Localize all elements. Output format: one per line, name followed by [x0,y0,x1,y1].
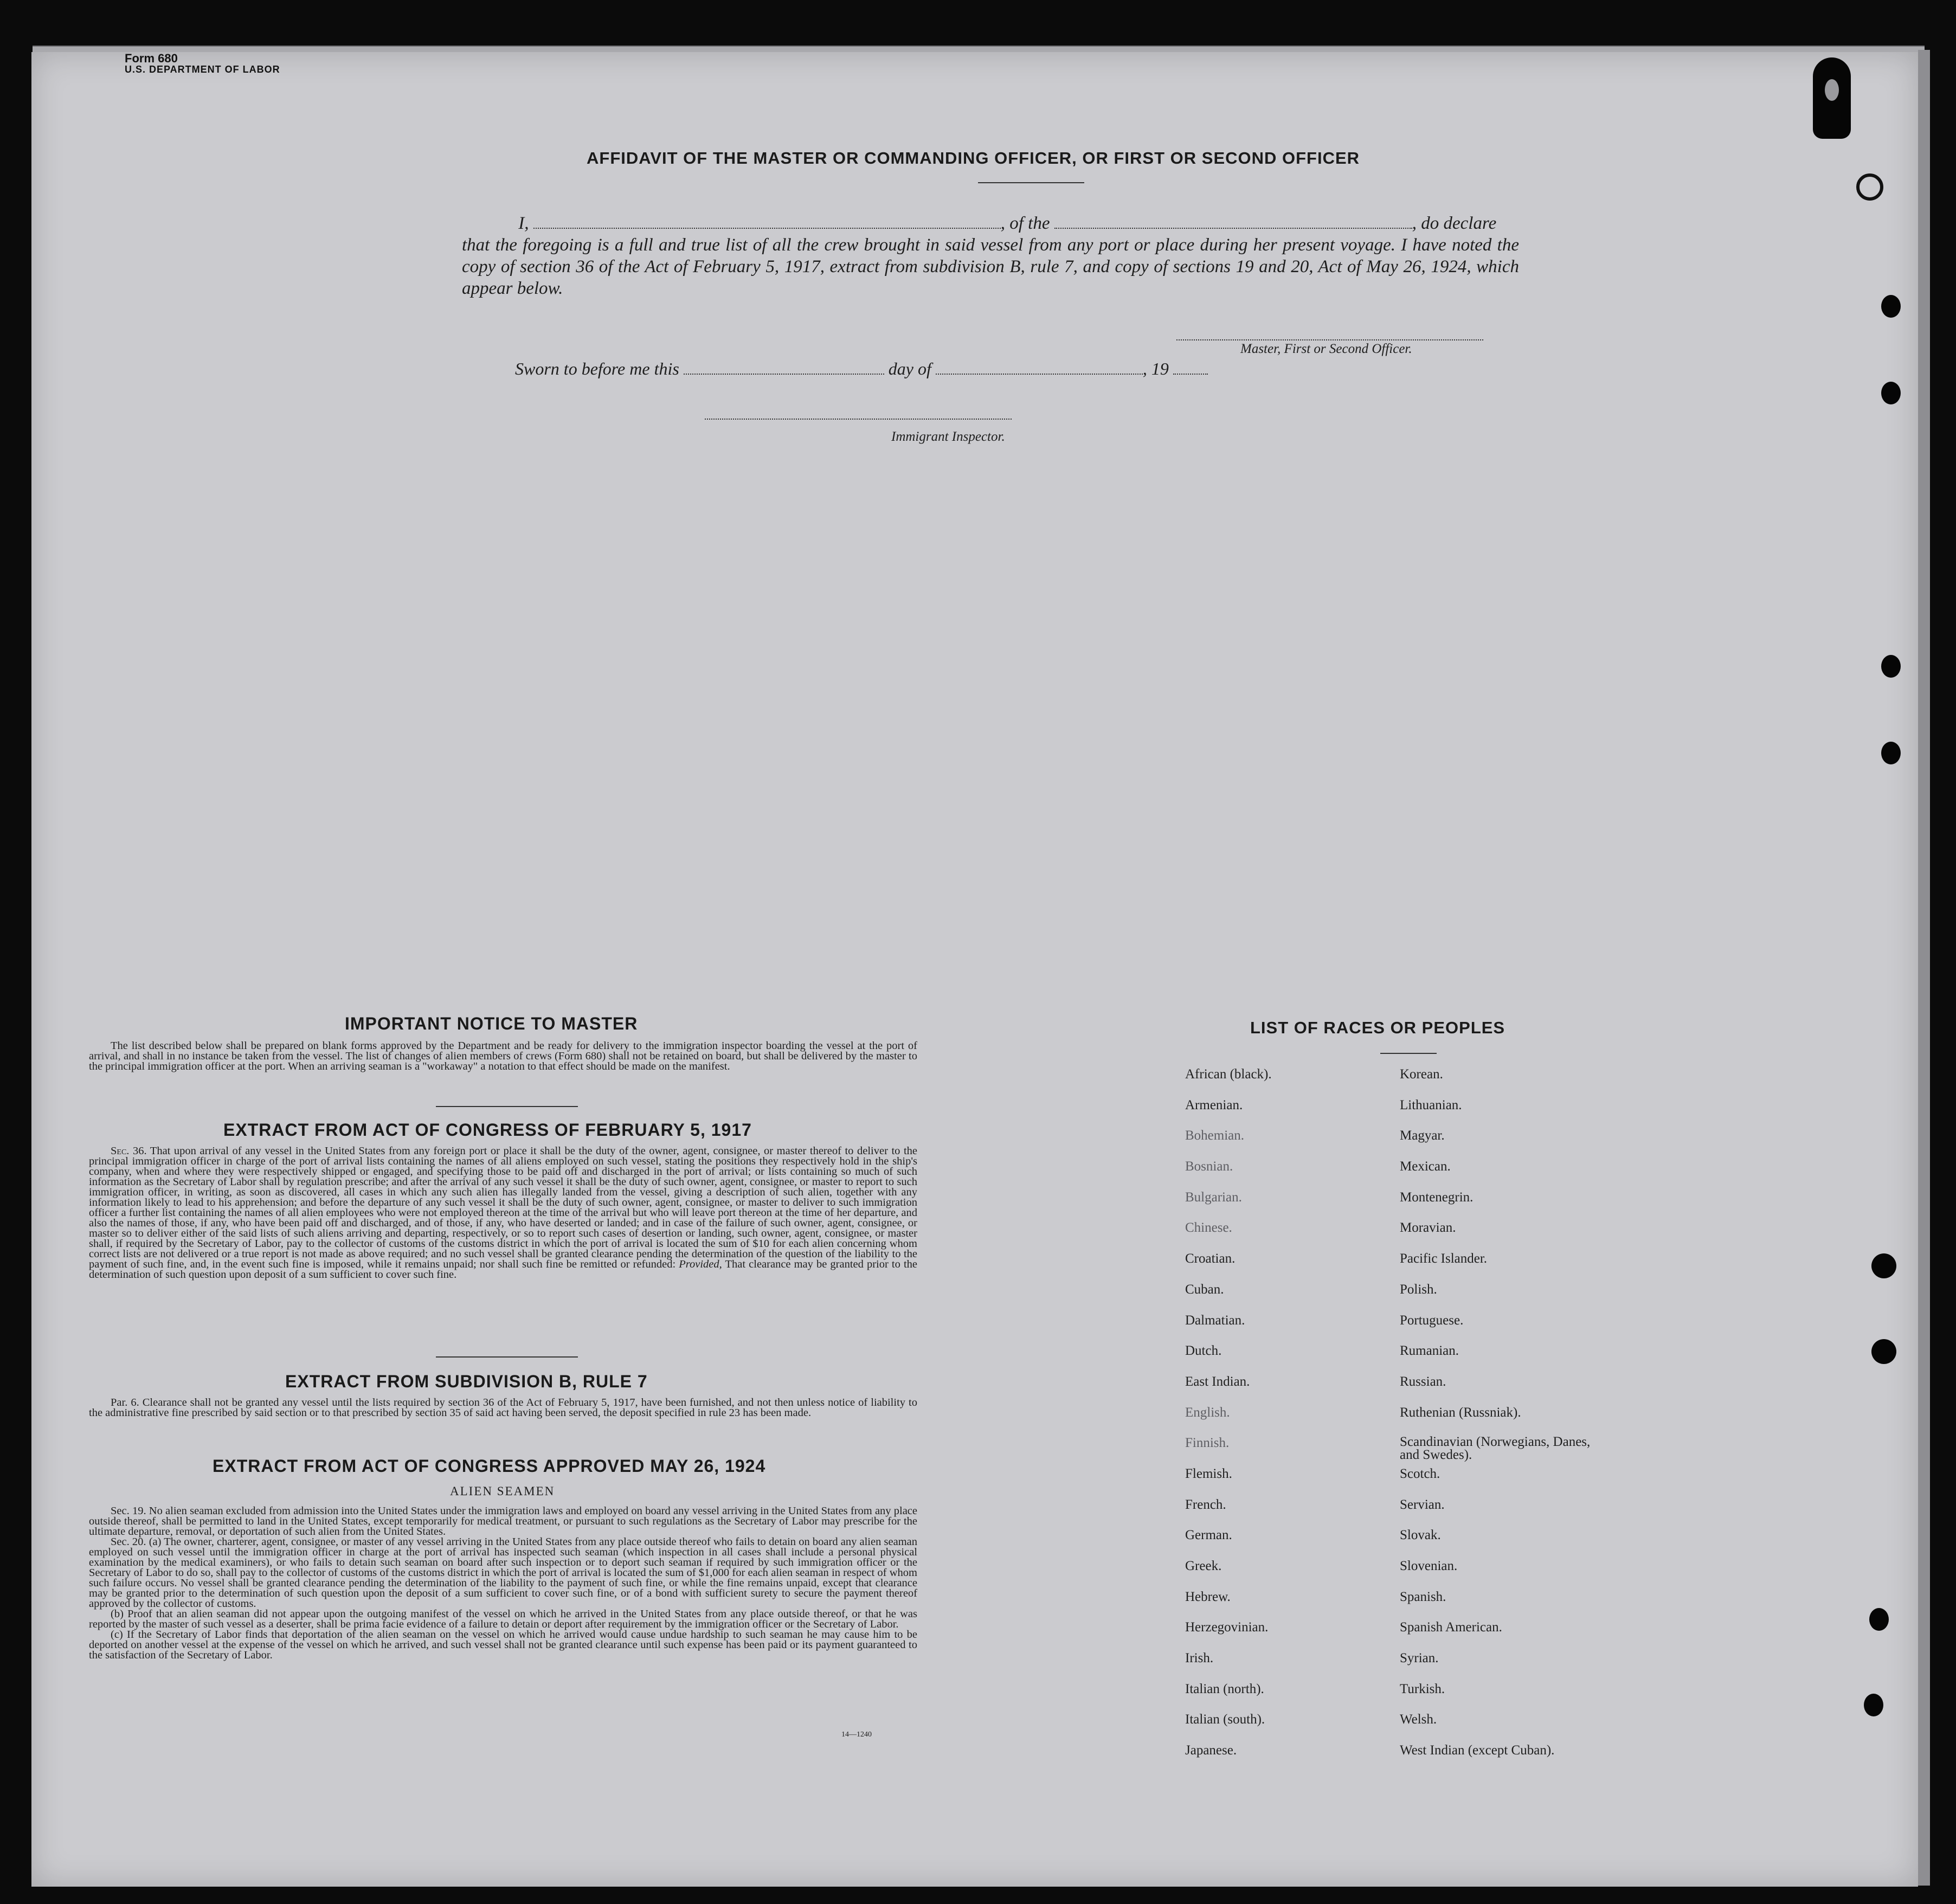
race-item: Spanish. [1400,1589,1446,1604]
punch-hole-icon [1881,742,1901,764]
race-item: Italian (south). [1185,1712,1265,1727]
extract-rule7-title: EXTRACT FROM SUBDIVISION B, RULE 7 [285,1372,648,1391]
print-code: 14—1240 [841,1731,872,1739]
notice-title: IMPORTANT NOTICE TO MASTER [345,1014,638,1033]
rule7-text: Par. 6. Clearance shall not be granted any vessel until the lists required by section 36 of the Act of February 5, 1917, have been furnished, and not then unless notice of liability to the administrative fine prescribed by said section or to that prescribed by section 35 of said act having been served, the deposit specified in rule 23 has been made. [89,1397,917,1419]
race-item: German. [1185,1528,1232,1543]
races-divider [1380,1053,1437,1054]
binder-ring-icon [1856,173,1883,201]
race-item: Chinese. [1185,1220,1232,1236]
sec36-text-b: That clearance may be granted prior to the determination of such question upon deposit of a sum sufficient to cover such fine. [89,1258,917,1281]
sec20b-text: (b) Proof that an alien seaman did not appear upon the outgoing manifest of the vessel on which he arrived in the United States from any place outside thereof, or that he was reported by the master of such vessel as a deserter, shall be prima facie evidence of a failure to detain or deport after requirement by the immigration officer or the Secretary of Labor. [89,1608,917,1630]
affidavit-do-declare: , do declare [1412,214,1497,233]
race-item: Irish. [1185,1651,1214,1666]
form-header [125,53,280,75]
race-item: French. [1185,1497,1226,1512]
section-label: Sec. 36. [111,1145,147,1157]
punch-hole-icon [1869,1608,1889,1631]
inspector-signature-line [705,419,1012,420]
races-title: LIST OF RACES OR PEOPLES [1250,1018,1505,1037]
punch-hole-icon [1881,295,1901,318]
affidavit-of-the: , of the [1000,214,1050,233]
race-item: Portuguese. [1400,1313,1464,1328]
race-item: Italian (north). [1185,1681,1264,1696]
sworn-day-of: day of [888,359,931,378]
race-item: English. [1185,1405,1230,1420]
inspector-signature-label: Immigrant Inspector. [891,429,1005,444]
department-name: U.S. DEPARTMENT OF LABOR [125,64,280,75]
section-divider [436,1356,578,1358]
sec20a-text: Sec. 20. (a) The owner, charterer, agent, consignee, or master of any vessel arriving in the United States from any place outside thereof who fails to detain on board any alien seaman employed on such vessel until the immigration officer in charge at the port of arrival has inspected such seaman (which inspection in all cases shall include a personal physical examination by the medical examiners), or who fails to detain such seaman on board after such inspection or to deport such seaman if required by such immigration officer or the Secretary of Labor to do so, shall pay to the collector of customs of the customs district in which the port of arrival is located the sum of $1,000 for each alien seaman in respect of whom such failure occurs. No vessel shall be granted clearance pending the determination of the liability to the payment of such fine, or while the fine remains unpaid, except that clearance may be granted prior to the determination of such question upon the deposit of a sum sufficient to cover such fine, or of a bond with sufficient surety to secure the payment thereof approved by the collector of customs. [89,1536,917,1610]
race-item: Welsh. [1400,1712,1437,1727]
title-divider [978,182,1084,183]
affidavit-title: AFFIDAVIT OF THE MASTER OR COMMANDING OFFICER, OR FIRST OR SECOND OFFICER [587,149,1360,168]
punch-hole-icon [1871,1339,1896,1364]
punch-hole-icon [1864,1694,1883,1716]
race-item: Scandinavian (Norwegians, Danes, and Swedes). [1400,1435,1591,1463]
form-number: Form 680 [125,52,178,65]
extract-1924-body [89,1506,917,1661]
section-divider [436,1106,578,1107]
race-item: Finnish. [1185,1436,1230,1451]
race-item: Spanish American. [1400,1620,1502,1635]
race-item: African (black). [1185,1067,1272,1082]
sec36-text-a: That upon arrival of any vessel in the United States from any foreign port or place it shall be the duty of the owner, agent, consignee, or master thereof to deliver to the principal immigration officer in charge of the port of arrival lists containing the names of all aliens employed on such vessel, stating the positions they respectively hold in the ship's company, when and where they were respectively shipped or engaged, and specifying those to be paid off and discharged in the port of arrival; or lists containing so much of such information as the Secretary of Labor shall by regulation prescribe; and after the arrival of any such vessel it shall be the duty of such owner, agent, consignee, or master to report to such immigration officer, in writing, as soon as discovered, all cases in which any such alien has illegally landed from the vessel, giving a description of such alien, together with any information likely to lead to his apprehension; and before the departure of any such vessel it shall be the duty of such owner, agent, consignee, or master to deliver to such immigration officer a further list containing the names of all alien employees who were not employed thereon at the time of the arrival but who will leave port thereon at the time of her departure, and also the names of those, if any, who have been paid off and discharged, and of those, if any, who have deserted or landed; and in case of the failure of such owner, agent, consignee, or master so to deliver either of the said lists of such aliens arriving and departing, respectively, or so to report such cases of desertion or landing, such owner, agent, consignee, or master shall, if required by the Secretary of Labor, pay to the collector of customs of the customs district in which the port of arrival is located the sum of $10 for each alien concerning whom correct lists are not delivered or a true report is not made as above required; and no such vessel shall be granted clearance pending the determination of the question of the liability to the payment of such fine, and, in the event such fine is imposed, while it remains unpaid; nor shall such fine be remitted or refunded: [89,1145,917,1270]
sworn-year-field[interactable] [1173,363,1208,375]
race-item: Croatian. [1185,1251,1236,1266]
race-item: Hebrew. [1185,1589,1231,1604]
master-name-field[interactable] [533,217,1001,229]
race-item: Magyar. [1400,1128,1445,1143]
sworn-year-prefix: , 19 [1142,359,1169,378]
sworn-prefix: Sworn to before me this [515,359,679,378]
notice-text: The list described below shall be prepared on blank forms approved by the Department and be ready for delivery to the immigration inspector boarding the vessel at the port of arrival, and shall in no instance be taken from the vessel. The list of changes of alien members of crews (Form 680) shall not be retained on board, but shall be delivered by the master to the principal immigration officer at the port. When an arriving seaman is a "workaway" a notation to that effect should be made on the manifest. [89,1040,917,1072]
punch-hole-icon [1871,1253,1896,1278]
race-item: Rumanian. [1400,1343,1459,1359]
race-item: Montenegrin. [1400,1189,1474,1205]
binder-clip-icon [1813,57,1851,139]
race-item: West Indian (except Cuban). [1400,1743,1555,1758]
affidavit-statement: that the foregoing is a full and true list of all the crew brought in said vessel from any port or place during her present voyage. I have noted the copy of section 36 of the Act of February 5, 1917, extract from subdivision B, rule 7, and copy of sections 19 and 20, Act of May 26, 1924, which appear below. [462,235,1519,298]
race-item: Servian. [1400,1497,1445,1512]
race-item: Herzegovinian. [1185,1620,1269,1635]
race-item: Slovenian. [1400,1559,1458,1573]
sec19-text: Sec. 19. No alien seaman excluded from admission into the United States under the immigration laws and employed on board any vessel arriving in the United States from any place outside thereof, shall be permitted to land in the United States, except temporarily for medical treatment, or pursuant to such regulations as the Secretary of Labor may prescribe for the ultimate departure, removal, or deportation of such alien from the United States. [89,1505,917,1538]
race-item: Japanese. [1185,1743,1237,1758]
race-item: Bulgarian. [1185,1189,1242,1205]
race-item: Bohemian. [1185,1128,1245,1143]
vessel-name-field[interactable] [1054,217,1412,229]
race-item: Lithuanian. [1400,1097,1462,1112]
affidavit-body [462,213,1519,299]
race-item: Moravian. [1400,1220,1456,1236]
race-item: Syrian. [1400,1651,1439,1666]
notice-body [89,1041,917,1072]
race-item: Greek. [1185,1559,1222,1573]
extract-1917-title: EXTRACT FROM ACT OF CONGRESS OF FEBRUARY 5, 1917 [223,1120,752,1140]
race-item: East Indian. [1185,1374,1250,1389]
race-item: Cuban. [1185,1282,1224,1297]
extract-1924-title: EXTRACT FROM ACT OF CONGRESS APPROVED MAY 26, 1924 [213,1456,766,1476]
sworn-line [515,359,1208,379]
race-item: Dutch. [1185,1343,1222,1359]
race-item: Bosnian. [1185,1159,1233,1174]
master-signature-label: Master, First or Second Officer. [1240,342,1412,356]
punch-hole-icon [1881,382,1901,404]
race-item: Turkish. [1400,1681,1445,1696]
sworn-month-field[interactable] [936,363,1143,375]
master-signature-line [1176,339,1483,340]
punch-hole-icon [1881,655,1901,678]
race-item: Scotch. [1400,1466,1440,1481]
proviso-label: Provided, [679,1258,722,1270]
race-item: Armenian. [1185,1097,1243,1112]
affidavit-i: I, [518,214,529,233]
sec20c-text: (c) If the Secretary of Labor finds that deportation of the alien seaman on the vessel on which he arrived would cause undue hardship to such seaman he may cause him to be deported on another vessel at the expense of the vessel on which he arrived, and such vessel shall not be granted clearance until such expense has been paid or its payment guaranteed to the satisfaction of the Secretary of Labor. [89,1629,917,1661]
race-item: Polish. [1400,1282,1437,1297]
races-list [1185,1067,1727,1783]
race-item: Dalmatian. [1185,1313,1245,1328]
race-item: Russian. [1400,1374,1446,1389]
page-right-edge [1918,50,1930,1886]
sworn-day-field[interactable] [684,363,884,375]
race-item: Mexican. [1400,1159,1451,1174]
race-item: Flemish. [1185,1466,1232,1481]
extract-rule7-body [89,1398,917,1418]
race-item: Korean. [1400,1067,1443,1082]
race-item: Slovak. [1400,1528,1441,1543]
extract-1917-body [89,1146,917,1280]
race-item: Pacific Islander. [1400,1251,1488,1266]
race-item: Ruthenian (Russniak). [1400,1405,1521,1420]
alien-seamen-subtitle: ALIEN SEAMEN [450,1484,555,1498]
